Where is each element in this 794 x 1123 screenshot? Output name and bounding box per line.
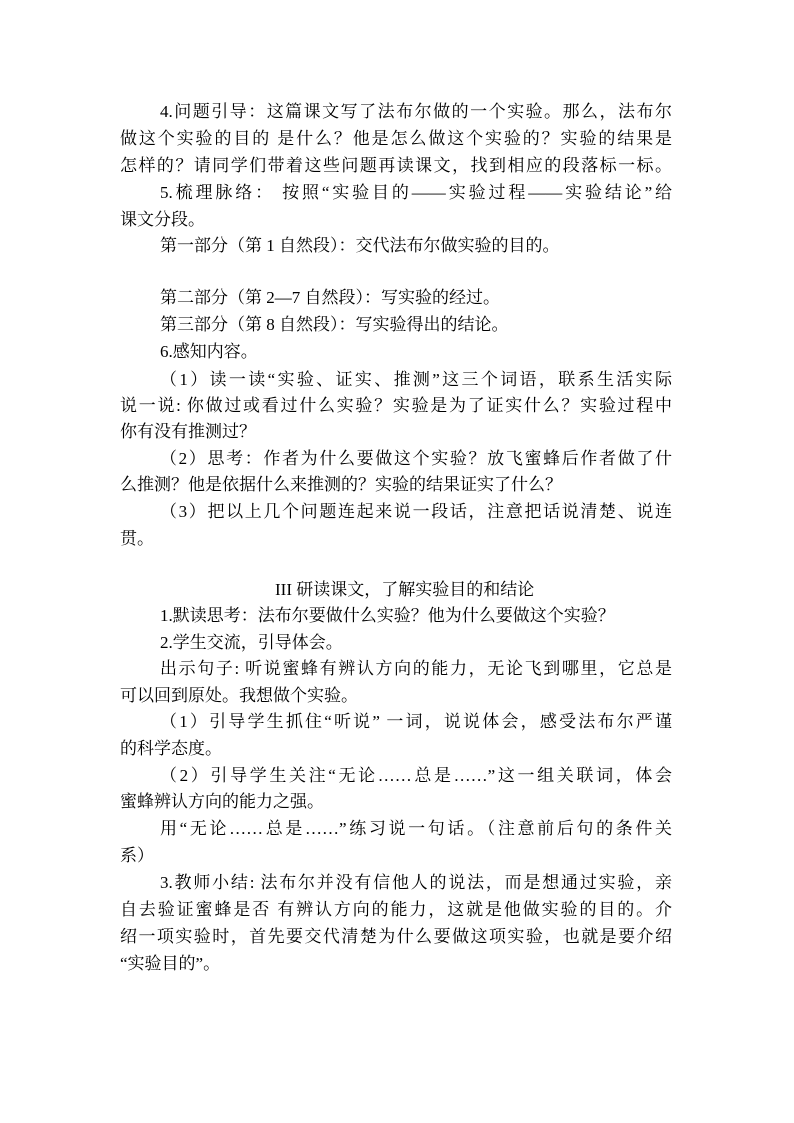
text-line: （1）引导学生抓住“听说” 一词，说说体会，感受法布尔严谨	[160, 712, 672, 731]
text-line: 4.问题引导：这篇课文写了法布尔做的一个实验。那么，法布尔	[160, 102, 672, 121]
text-line: 说一说: 你做过或看过什么实验？实验是为了证实什么？实验过程中	[120, 396, 672, 415]
text-line: 蜜蜂辨认方向的能力之强。	[120, 792, 324, 811]
text-line: 你有没有推测过？	[120, 422, 256, 441]
text-line: （2）思考：作者为什么要做这个实验？放飞蜜蜂后作者做了什	[160, 449, 672, 468]
text-line: 课文分段。	[120, 210, 205, 229]
text-line: 系）	[120, 846, 154, 865]
text-line: 第一部分（第 1 自然段）：交代法布尔做实验的目的。	[160, 236, 560, 255]
text-line: 3.教师小结: 法布尔并没有信他人的说法，而是想通过实验，亲	[160, 873, 672, 892]
text-line: 第二部分（第 2—7 自然段）：写实验的经过。	[160, 288, 500, 307]
text-line: 2.学生交流，引导体会。	[160, 633, 343, 652]
text-line: 自去验证蜜蜂是否 有辨认方向的能力，这就是他做实验的目的。介	[120, 900, 672, 919]
text-line: 5.梳理脉络： 按照“实验目的——实验过程——实验结论”给	[160, 183, 672, 202]
text-line: 出示句子: 听说蜜蜂有辨认方向的能力，无论飞到哪里，它总是	[160, 659, 672, 678]
text-line: 6.感知内容。	[160, 342, 258, 361]
text-line: 贯。	[120, 529, 154, 548]
text-line: 的科学态度。	[120, 739, 222, 758]
text-line: 第三部分（第 8 自然段）：写实验得出的结论。	[160, 315, 509, 334]
text-line: （3）把以上几个问题连起来说一段话，注意把话说清楚、说连	[160, 502, 672, 521]
text-line: 怎样的？请同学们带着这些问题再读课文，找到相应的段落标一标。	[120, 156, 672, 175]
text-line: 么推测？他是依据什么来推测的？实验的结果证实了什么？	[120, 475, 562, 494]
section-heading: III 研读课文，了解实验目的和结论	[275, 580, 535, 599]
text-line: 1.默读思考：法布尔要做什么实验？他为什么要做这个实验？	[160, 606, 615, 625]
text-line: （2）引导学生关注“无论……总是……”这一组关联词，体会	[160, 766, 672, 785]
text-line: “实验目的”。	[120, 954, 221, 973]
text-line: 绍一项实验时，首先要交代清楚为什么要做这项实验，也就是要介绍	[120, 927, 672, 946]
text-line: 用“无论……总是……”练习说一句话。（注意前后句的条件关	[160, 819, 672, 838]
text-line: （1）读一读“实验、证实、推测”这三个词语，联系生活实际	[160, 370, 672, 389]
text-line: 可以回到原处。我想做个实验。	[120, 686, 358, 705]
text-line: 做这个实验的目的 是什么？他是怎么做这个实验的？实验的结果是	[120, 129, 672, 148]
